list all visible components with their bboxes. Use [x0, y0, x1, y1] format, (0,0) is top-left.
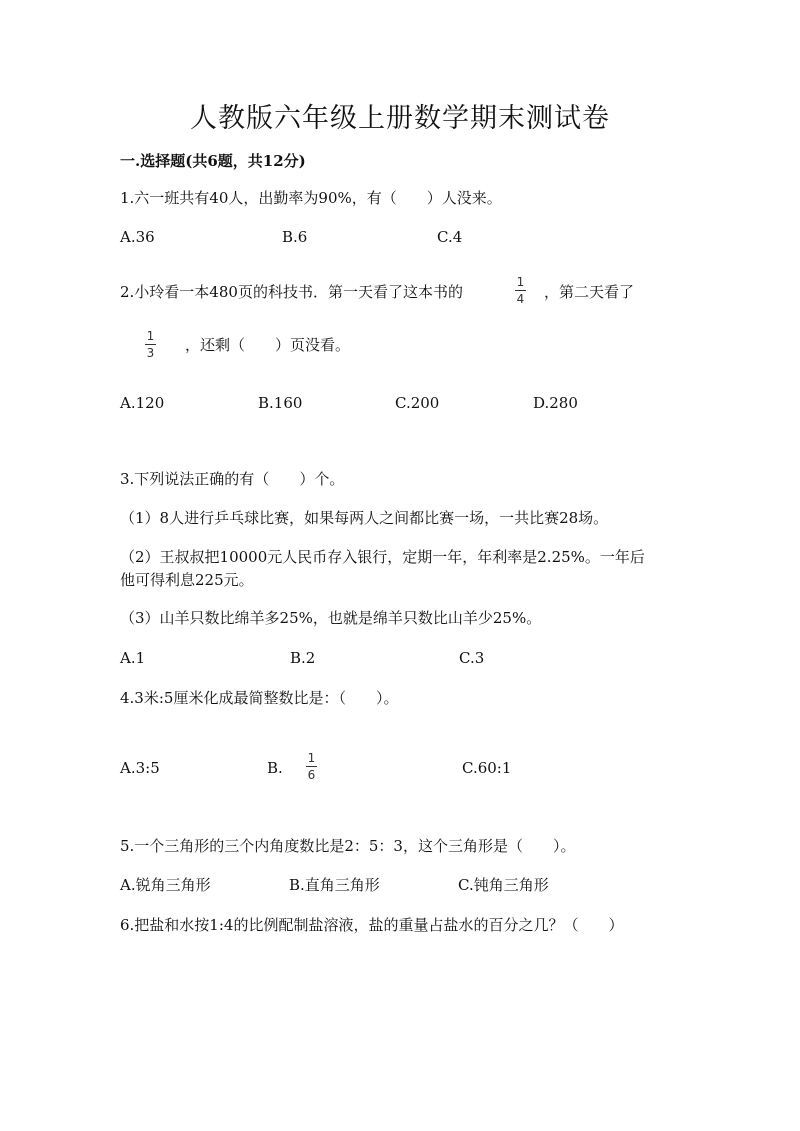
- q4-option-a: A.3:5: [120, 759, 160, 777]
- fraction-one-quarter: [515, 276, 526, 305]
- fraction-numerator: 1: [146, 329, 155, 343]
- fraction-bar: [306, 766, 317, 767]
- statement-2-line-2: 他可得利息225元。: [120, 571, 254, 589]
- q5-option-a: A.锐角三角形: [120, 876, 211, 894]
- page-title: 人教版六年级上册数学期末测试卷: [190, 103, 610, 134]
- fraction-numerator: 1: [516, 275, 525, 289]
- q2-option-d: D.280: [533, 394, 578, 412]
- fraction-one-sixth: [306, 752, 317, 781]
- fraction-denominator: 6: [307, 768, 316, 782]
- question-5-text: 5.一个三角形的三个内角度数比是2：5：3，这个三角形是（ ）。: [120, 837, 576, 855]
- q3-option-c: C.3: [459, 649, 485, 667]
- fraction-numerator: 1: [307, 751, 316, 765]
- q1-option-a: A.36: [120, 228, 155, 246]
- question-4-text: 4.3米:5厘米化成最简整数比是：（ ）。: [120, 689, 399, 707]
- q1-option-b: B.6: [282, 228, 308, 246]
- q4-option-c: C.60:1: [462, 759, 512, 777]
- fraction-denominator: 4: [516, 292, 525, 306]
- fraction-bar: [515, 290, 526, 291]
- fraction-one-third: [145, 330, 156, 359]
- question-2-text-a: 2.小玲看一本480页的科技书．第一天看了这本书的: [120, 283, 463, 301]
- q2-option-c: C.200: [395, 394, 440, 412]
- statement-2-line-1: （2）王叔叔把10000元人民币存入银行，定期一年，年利率是2.25%。一年后: [120, 548, 645, 566]
- fraction-denominator: 3: [146, 346, 155, 360]
- q2-option-b: B.160: [258, 394, 303, 412]
- q4-option-b-label: B.: [267, 759, 283, 777]
- q5-option-c: C.钝角三角形: [458, 876, 549, 894]
- question-3-text: 3.下列说法正确的有（ ）个。: [120, 470, 345, 488]
- q5-option-b: B.直角三角形: [289, 876, 380, 894]
- statement-3: （3）山羊只数比绵羊多25%，也就是绵羊只数比山羊少25%。: [120, 609, 542, 627]
- q1-option-c: C.4: [437, 228, 463, 246]
- q2-option-a: A.120: [120, 394, 165, 412]
- question-6-text: 6.把盐和水按1:4的比例配制盐溶液，盐的重量占盐水的百分之几？（ ）: [120, 916, 624, 934]
- statement-1: （1）8人进行乒乓球比赛，如果每两人之间都比赛一场，一共比赛28场。: [120, 509, 609, 527]
- question-2-text-c: ，还剩（ ）页没看。: [185, 336, 351, 354]
- section-heading: 一.选择题(共6题，共12分): [120, 152, 306, 170]
- q3-option-b: B.2: [290, 649, 316, 667]
- question-2-text-b: ，第二天看了: [544, 283, 635, 301]
- q3-option-a: A.1: [120, 649, 146, 667]
- question-1-text: 1.六一班共有40人，出勤率为90%，有（ ）人没来。: [120, 189, 502, 207]
- fraction-bar: [145, 344, 156, 345]
